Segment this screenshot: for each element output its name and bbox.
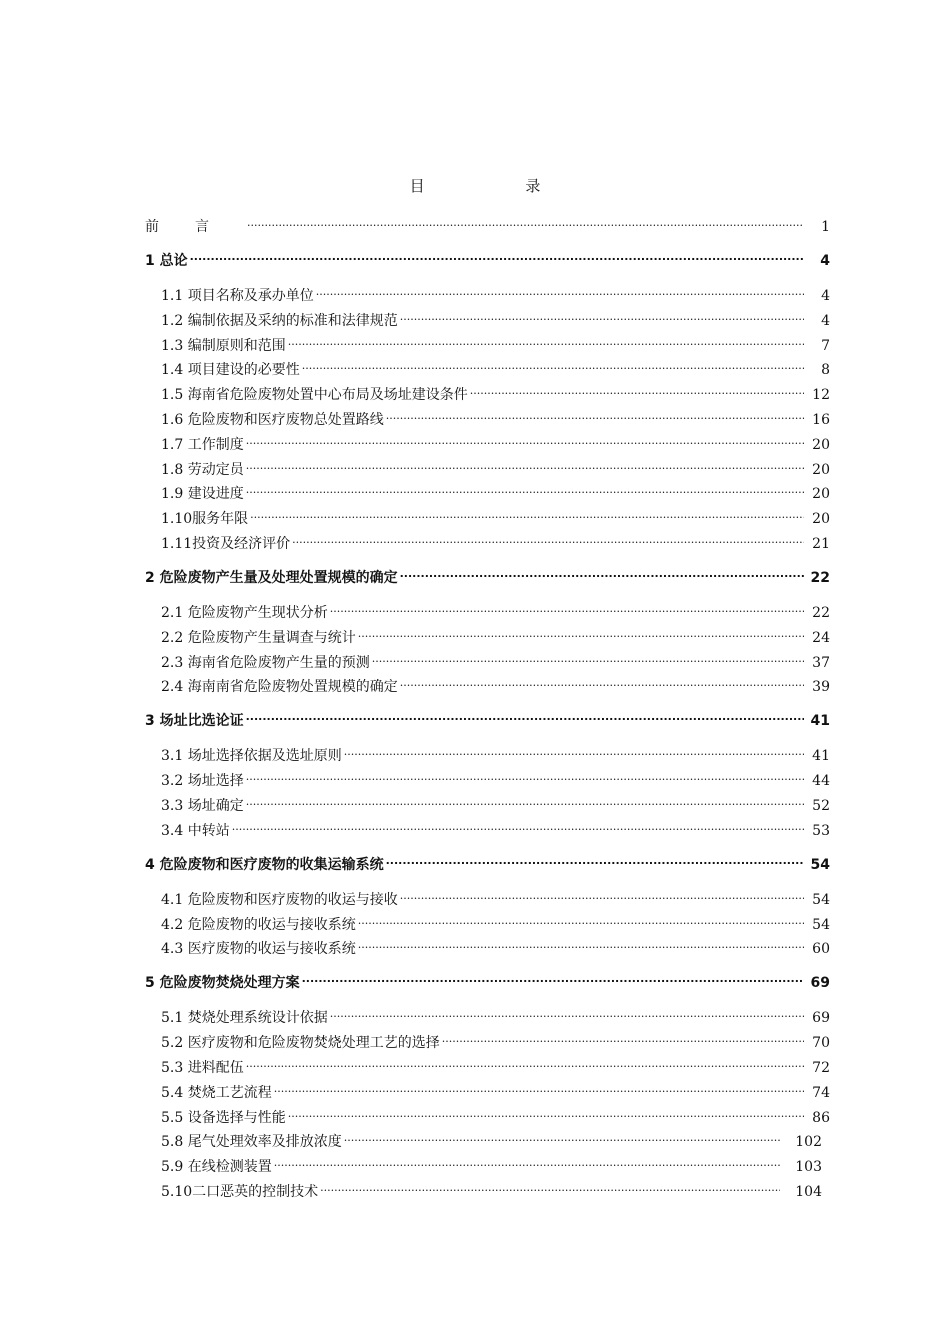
toc-entry-label: 1.3 编制原则和范围 [161,338,286,354]
dot-leader [288,330,804,350]
toc-section[interactable] [161,280,830,306]
dot-leader [400,562,804,582]
toc-chapter[interactable] [145,849,830,875]
toc-section[interactable] [161,671,830,697]
toc-entry-page: 103 [795,1159,822,1175]
toc-entry-page: 4 [821,288,830,304]
toc-entry-label: 1.7 工作制度 [161,437,244,453]
toc-entry-page: 70 [812,1035,830,1051]
toc-entry-label: 5.8 尾气处理效率及排放浓度 [161,1134,342,1150]
toc-entry-label: 1.4 项目建设的必要性 [161,362,300,378]
dot-leader [400,884,804,904]
toc-entry-page: 20 [812,462,830,478]
toc-entry-page: 54 [810,857,830,873]
toc-entry-label: 2 危险废物产生量及处理处置规模的确定 [145,570,398,586]
toc-entry-label: 4.2 危险废物的收运与接收系统 [161,917,356,933]
dot-leader [400,305,804,325]
toc-entry-page: 16 [812,412,830,428]
toc-entry-label: 1.6 危险废物和医疗废物总处置路线 [161,412,384,428]
toc-entry-page: 20 [812,486,830,502]
toc-chapter[interactable] [145,562,830,588]
toc-entry-label: 3.1 场址选择依据及选址原则 [161,748,342,764]
toc-entry-page: 52 [812,798,830,814]
toc-section[interactable] [161,790,830,816]
toc-entry-label: 1.8 劳动定员 [161,462,244,478]
toc-chapter[interactable] [145,967,830,993]
toc-entry-label: 1.5 海南省危险废物处置中心布局及场址建设条件 [161,387,468,403]
dot-leader [358,933,804,953]
toc-section[interactable] [161,528,830,554]
dot-leader [344,1126,780,1146]
dot-leader [246,705,804,725]
toc-section[interactable] [161,622,830,648]
toc-entry-label: 1.1 项目名称及承办单位 [161,288,314,304]
dot-leader [386,404,804,424]
toc-entry-label: 1.2 编制依据及采纳的标准和法律规范 [161,313,398,329]
dot-leader [274,1151,780,1171]
dot-leader [330,1002,804,1022]
toc-section[interactable] [161,454,830,480]
dot-leader [274,1077,804,1097]
dot-leader [330,597,804,617]
dot-leader [302,967,804,987]
toc-entry-page: 20 [812,437,830,453]
toc-section[interactable] [161,503,830,529]
toc-entry-label: 3 场址比选论证 [145,713,244,729]
toc-entry-label: 5.9 在线检测装置 [161,1159,272,1175]
toc-entry-label: 5.2 医疗废物和危险废物焚烧处理工艺的选择 [161,1035,440,1051]
toc-entry-page: 21 [812,536,830,552]
dot-leader [302,354,804,374]
dot-leader [372,647,804,667]
toc-entry-page: 53 [812,823,830,839]
toc-entry-label: 5.4 焚烧工艺流程 [161,1085,272,1101]
toc-section[interactable] [161,1176,822,1202]
toc-entry-page: 4 [820,253,830,269]
toc-section[interactable] [161,1002,830,1028]
toc-entry-page: 54 [812,892,830,908]
toc-section[interactable] [161,1126,822,1152]
toc-entry-page: 24 [812,630,830,646]
toc-entry-label: 5.5 设备选择与性能 [161,1110,286,1126]
toc-entry-label: 1.10服务年限 [161,511,249,527]
toc-section[interactable] [161,478,830,504]
dot-leader [400,671,804,691]
toc-entry-page: 20 [812,511,830,527]
toc-section[interactable] [161,379,830,405]
dot-leader [292,528,804,548]
dot-leader [246,478,804,498]
dot-leader [232,815,804,835]
toc-entry-page: 60 [812,941,830,957]
toc-entry-label: 2.3 海南省危险废物产生量的预测 [161,655,370,671]
toc-chapter[interactable] [145,245,830,271]
dot-leader [316,280,804,300]
toc-entry-page: 4 [821,313,830,329]
toc-entry-page: 12 [812,387,830,403]
toc-chapter[interactable] [145,705,830,731]
dot-leader [470,379,804,399]
dot-leader [358,622,804,642]
toc-entry-label: 1 总论 [145,253,188,269]
toc-title: 目 录 [409,177,589,195]
toc-entry-page: 69 [812,1010,830,1026]
toc-entry-page: 1 [821,219,830,235]
toc-section[interactable] [161,404,830,430]
toc-entry-label: 3.2 场址选择 [161,773,244,789]
toc-section[interactable] [161,740,830,766]
toc-entry-page: 104 [795,1184,822,1200]
toc-section[interactable] [161,429,830,455]
dot-leader [246,765,804,785]
toc-entry-page: 54 [812,917,830,933]
toc-entry-label: 2.4 海南南省危险废物处置规模的确定 [161,679,398,695]
toc-entry-label: 前言 [145,219,245,235]
toc-preface[interactable] [145,211,830,237]
toc-entry-label: 1.11投资及经济评价 [161,536,291,552]
toc-entry-page: 39 [812,679,830,695]
dot-leader [344,740,804,760]
toc-entry-page: 74 [812,1085,830,1101]
toc-section[interactable] [161,933,830,959]
toc-section[interactable] [161,597,830,623]
toc-section[interactable] [161,1151,822,1177]
toc-entry-page: 22 [812,605,830,621]
toc-entry-label: 4.3 医疗废物的收运与接收系统 [161,941,356,957]
dot-leader [246,429,804,449]
toc-entry-page: 69 [810,975,830,991]
toc-section[interactable] [161,1052,830,1078]
toc-entry-page: 72 [812,1060,830,1076]
dot-leader [246,454,804,474]
toc-section[interactable] [161,909,830,935]
toc-entry-label: 5.3 进料配伍 [161,1060,244,1076]
toc-section[interactable] [161,1102,830,1128]
toc-section[interactable] [161,815,830,841]
dot-leader [246,790,804,810]
dot-leader [247,211,804,231]
toc-entry-label: 3.3 场址确定 [161,798,244,814]
toc-entry-label: 5 危险废物焚烧处理方案 [145,975,300,991]
toc-entry-page: 22 [810,570,830,586]
toc-entry-page: 37 [812,655,830,671]
toc-entry-label: 5.10二口恶英的控制技术 [161,1184,319,1200]
toc-entry-label: 2.2 危险废物产生量调查与统计 [161,630,356,646]
toc-entry-page: 7 [821,338,830,354]
toc-section[interactable] [161,647,830,673]
dot-leader [386,849,804,869]
dot-leader [190,245,804,265]
toc-entry-page: 41 [812,748,830,764]
toc-section[interactable] [161,1077,830,1103]
toc-entry-page: 41 [810,713,830,729]
toc-entry-label: 3.4 中转站 [161,823,230,839]
toc-entry-label: 5.1 焚烧处理系统设计依据 [161,1010,328,1026]
toc-entry-label: 4.1 危险废物和医疗废物的收运与接收 [161,892,398,908]
toc-entry-page: 8 [821,362,830,378]
toc-section[interactable] [161,884,830,910]
toc-entry-label: 2.1 危险废物产生现状分析 [161,605,328,621]
toc-section[interactable] [161,1027,830,1053]
dot-leader [442,1027,804,1047]
toc-section[interactable] [161,305,830,331]
toc-section[interactable] [161,765,830,791]
toc-entry-label: 1.9 建设进度 [161,486,244,502]
dot-leader [358,909,804,929]
dot-leader [250,503,804,523]
dot-leader [246,1052,804,1072]
dot-leader [320,1176,780,1196]
dot-leader [288,1102,804,1122]
toc-entry-page: 44 [812,773,830,789]
toc-entry-page: 102 [795,1134,822,1150]
toc-section[interactable] [161,354,830,380]
toc-entry-label: 4 危险废物和医疗废物的收集运输系统 [145,857,384,873]
toc-entry-page: 86 [812,1110,830,1126]
toc-section[interactable] [161,330,830,356]
